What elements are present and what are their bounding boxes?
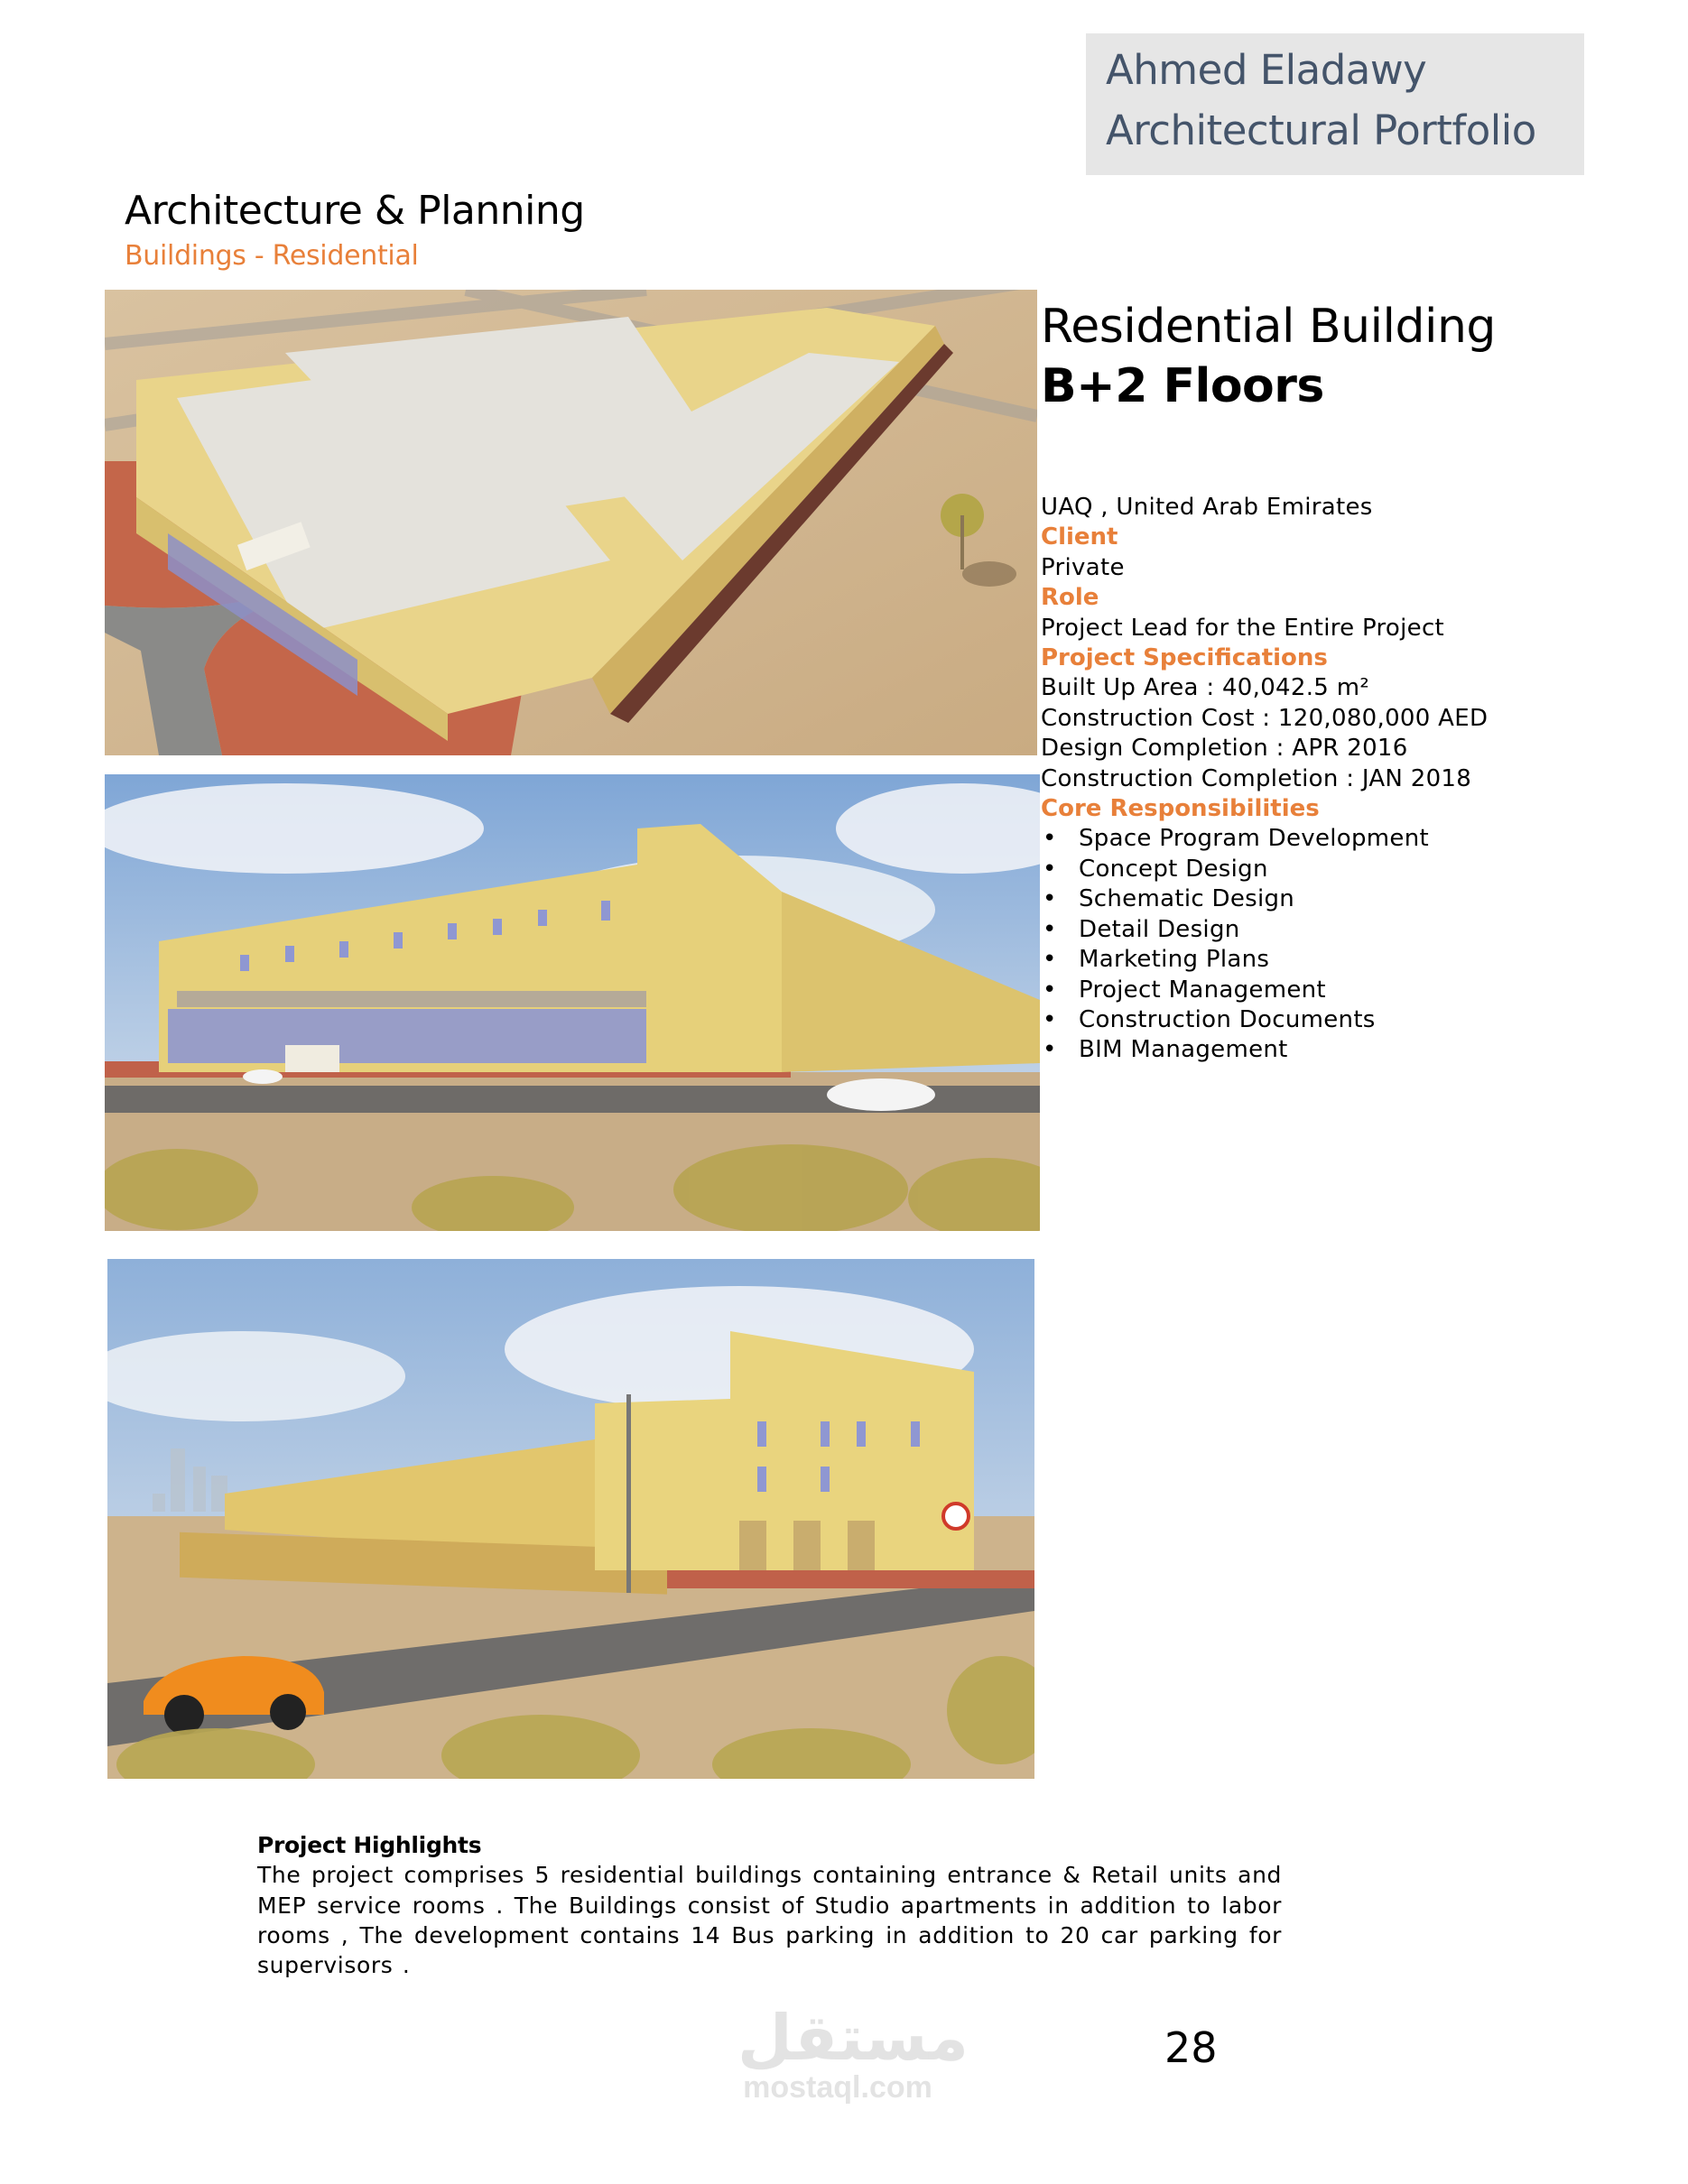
bullet-icon: • [1043,946,1057,974]
watermark-logo [737,2001,969,2116]
responsibilities-label: Core Responsibilities [1041,795,1320,823]
list-item [1041,1035,1664,1065]
list-item [1041,855,1664,884]
project-info [1041,493,1664,1066]
spec-construction-cost: Construction Cost : 120,080,000 AED [1041,704,1489,732]
project-floors: B+2 Floors [1041,359,1324,413]
role-label: Role [1041,584,1099,612]
list-item-text: Construction Documents [1079,1005,1376,1033]
aerial-render-illustration [105,290,1037,755]
bullet-icon: • [1043,915,1057,943]
list-item-text: Marketing Plans [1079,946,1270,974]
specs-label: Project Specifications [1041,644,1328,672]
street-front-render-image [105,774,1040,1231]
project-highlights [257,1830,1282,1980]
watermark-latin: mostaql.com [743,2070,932,2105]
highlights-title: Project Highlights [257,1832,482,1858]
list-item [1041,1005,1664,1035]
list-item [1041,945,1664,975]
spec-construction-completion: Construction Completion : JAN 2018 [1041,764,1472,792]
section-category: Buildings - Residential [125,240,419,272]
list-item-text: Detail Design [1079,915,1240,943]
watermark-arabic: مستقل [737,2001,969,2075]
portfolio-header-box [1086,33,1584,175]
project-title: Residential Building [1041,300,1496,354]
client-label: Client [1041,523,1118,551]
rear-corner-render-image [107,1259,1034,1779]
rear-corner-render-illustration [107,1259,1034,1779]
project-location: UAQ , United Arab Emirates [1041,494,1373,521]
role-value: Project Lead for the Entire Project [1041,614,1445,642]
list-item-text: Concept Design [1079,855,1268,883]
spec-built-up-area: Built Up Area : 40,042.5 m² [1041,674,1370,702]
bullet-icon: • [1043,1036,1057,1064]
aerial-render-image [105,290,1037,755]
bullet-icon: • [1043,885,1057,913]
author-name: Ahmed Eladawy [1106,46,1427,94]
list-item [1041,824,1664,854]
client-value: Private [1041,553,1125,581]
street-front-render-illustration [105,774,1040,1231]
list-item-text: Project Management [1079,976,1326,1004]
list-item-text: Schematic Design [1079,885,1295,913]
spec-design-completion: Design Completion : APR 2016 [1041,735,1408,763]
responsibilities-list [1041,824,1664,1065]
bullet-icon: • [1043,855,1057,883]
list-item [1041,884,1664,914]
list-item-text: Space Program Development [1079,825,1429,853]
page-number: 28 [1164,2023,1218,2072]
section-title: Architecture & Planning [125,188,585,234]
bullet-icon: • [1043,1005,1057,1033]
list-item [1041,915,1664,945]
list-item [1041,976,1664,1005]
highlights-text: The project comprises 5 residential buildings containing entrance & Retail units and MEP service rooms . The Buildings consist of Studio apartments in addition to labor rooms , The development contains 14 Bus parking in addition to 20 car parking for supervisors . [257,1862,1282,1979]
bullet-icon: • [1043,976,1057,1004]
list-item-text: BIM Management [1079,1036,1288,1064]
bullet-icon: • [1043,825,1057,853]
portfolio-subtitle: Architectural Portfolio [1106,106,1536,154]
